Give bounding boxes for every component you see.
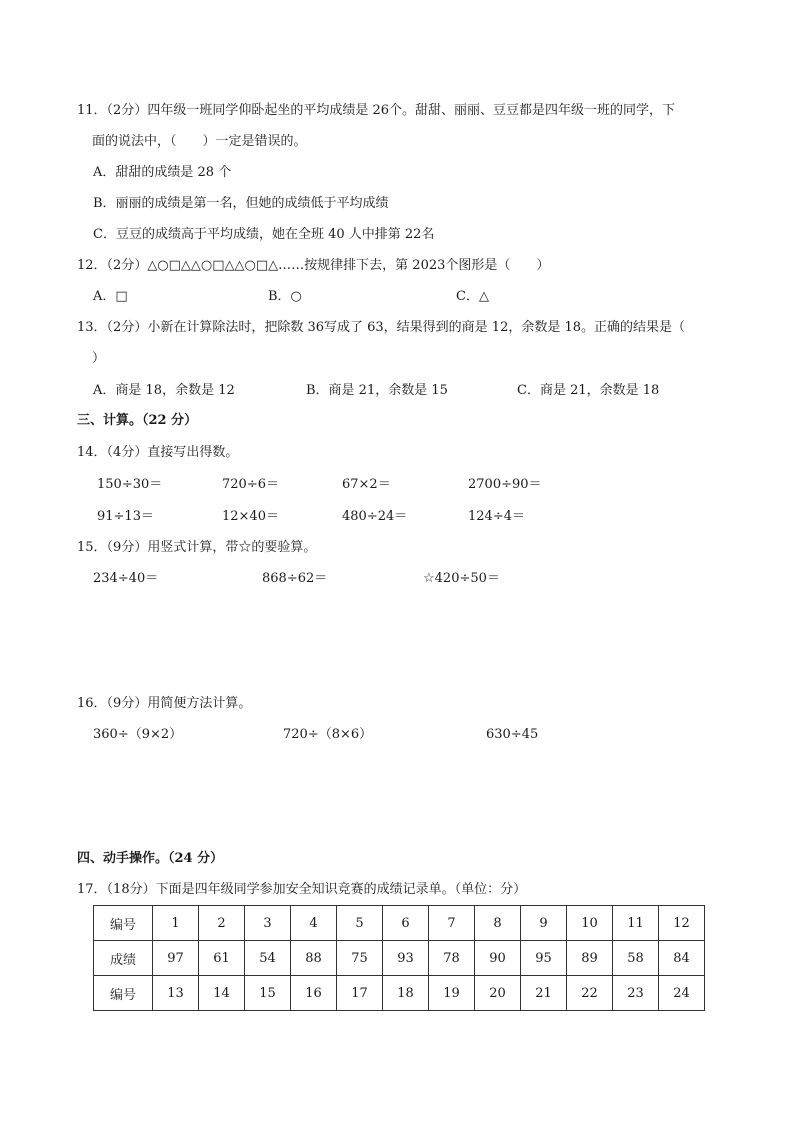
q12-line-1: 12．（2分）△○□△△○□△△○□△……按规律排下去，第 2023个图形是（ ） — [77, 258, 550, 273]
table-cell: 93 — [383, 941, 429, 976]
table-cell: 7 — [429, 906, 475, 941]
q15-item: 868÷62＝ — [262, 571, 328, 586]
q11-option-b: B．丽丽的成绩是第一名，但她的成绩低于平均成绩 — [93, 196, 389, 211]
table-cell: 13 — [153, 976, 199, 1011]
q14-item: 91÷13＝ — [97, 509, 154, 524]
table-cell: 78 — [429, 941, 475, 976]
q14-item: 150÷30＝ — [97, 477, 163, 492]
q15-title: 15．（9分）用竖式计算，带☆的要验算。 — [77, 540, 317, 555]
table-cell: 18 — [383, 976, 429, 1011]
q17-title: 17．（18分）下面是四年级同学参加安全知识竞赛的成绩记录单。（单位：分） — [77, 882, 527, 897]
q11-line-2: 面的说法中，（ ）一定是错误的。 — [92, 134, 307, 149]
table-cell: 12 — [659, 906, 705, 941]
table-row — [94, 906, 705, 941]
q11-option-a: A．甜甜的成绩是 28 个 — [93, 165, 232, 180]
table-cell: 3 — [245, 906, 291, 941]
row-header: 编号 — [94, 976, 153, 1011]
table-cell: 58 — [613, 941, 659, 976]
table-cell: 1 — [153, 906, 199, 941]
q16-item: 720÷（8×6） — [283, 727, 373, 742]
table-cell: 10 — [567, 906, 613, 941]
q14-item: 480÷24＝ — [342, 509, 408, 524]
table-cell: 21 — [521, 976, 567, 1011]
section-4-title: 四、动手操作。（24 分） — [77, 851, 224, 866]
q14-item: 124÷4＝ — [468, 509, 525, 524]
table-cell: 88 — [291, 941, 337, 976]
table-cell: 23 — [613, 976, 659, 1011]
q11-line-1: 11．（2分）四年级一班同学仰卧起坐的平均成绩是 26个。甜甜、丽丽、豆豆都是四年级一班的同学，下 — [77, 103, 675, 118]
q13-line-1: 13．（2分）小新在计算除法时，把除数 36写成了 63，结果得到的商是 12，余数是 18。正确的结果是（ — [77, 320, 686, 335]
table-cell: 2 — [199, 906, 245, 941]
q12-option-b: B．○ — [268, 289, 302, 304]
table-cell: 17 — [337, 976, 383, 1011]
row-header: 编号 — [94, 906, 153, 941]
q16-item: 630÷45 — [486, 727, 539, 742]
q16-item: 360÷（9×2） — [93, 727, 183, 742]
q14-item: 720÷6＝ — [222, 477, 279, 492]
table-cell: 20 — [475, 976, 521, 1011]
q15-item: 234÷40＝ — [93, 571, 159, 586]
table-cell: 84 — [659, 941, 705, 976]
table-row — [94, 941, 705, 976]
table-cell: 95 — [521, 941, 567, 976]
table-cell: 90 — [475, 941, 521, 976]
q14-item: 2700÷90＝ — [468, 477, 542, 492]
table-cell: 19 — [429, 976, 475, 1011]
table-cell: 8 — [475, 906, 521, 941]
table-cell: 89 — [567, 941, 613, 976]
q14-title: 14．（4分）直接写出得数。 — [77, 445, 239, 460]
table-cell: 75 — [337, 941, 383, 976]
table-cell: 15 — [245, 976, 291, 1011]
q14-item: 12×40＝ — [222, 509, 279, 524]
table-cell: 11 — [613, 906, 659, 941]
q16-title: 16．（9分）用简便方法计算。 — [77, 696, 252, 711]
row-header: 成绩 — [94, 941, 153, 976]
q12-option-c: C．△ — [456, 289, 489, 304]
q13-option-a: A．商是 18，余数是 12 — [93, 383, 235, 398]
table-row — [94, 976, 705, 1011]
table-cell: 6 — [383, 906, 429, 941]
score-table — [93, 905, 705, 1011]
table-cell: 97 — [153, 941, 199, 976]
table-cell: 61 — [199, 941, 245, 976]
q13-option-b: B．商是 21，余数是 15 — [306, 383, 448, 398]
q13-option-c: C．商是 21，余数是 18 — [517, 383, 660, 398]
q12-option-a: A．□ — [93, 289, 128, 304]
q11-option-c: C．豆豆的成绩高于平均成绩，她在全班 40 人中排第 22名 — [93, 227, 435, 242]
table-cell: 9 — [521, 906, 567, 941]
q14-item: 67×2＝ — [342, 477, 391, 492]
table-cell: 14 — [199, 976, 245, 1011]
table-cell: 54 — [245, 941, 291, 976]
q15-item: ☆420÷50＝ — [423, 571, 500, 586]
table-cell: 5 — [337, 906, 383, 941]
q13-line-2: ） — [92, 351, 106, 366]
table-cell: 22 — [567, 976, 613, 1011]
table-cell: 4 — [291, 906, 337, 941]
section-3-title: 三、计算。（22 分） — [77, 413, 198, 428]
table-cell: 16 — [291, 976, 337, 1011]
table-cell: 24 — [659, 976, 705, 1011]
